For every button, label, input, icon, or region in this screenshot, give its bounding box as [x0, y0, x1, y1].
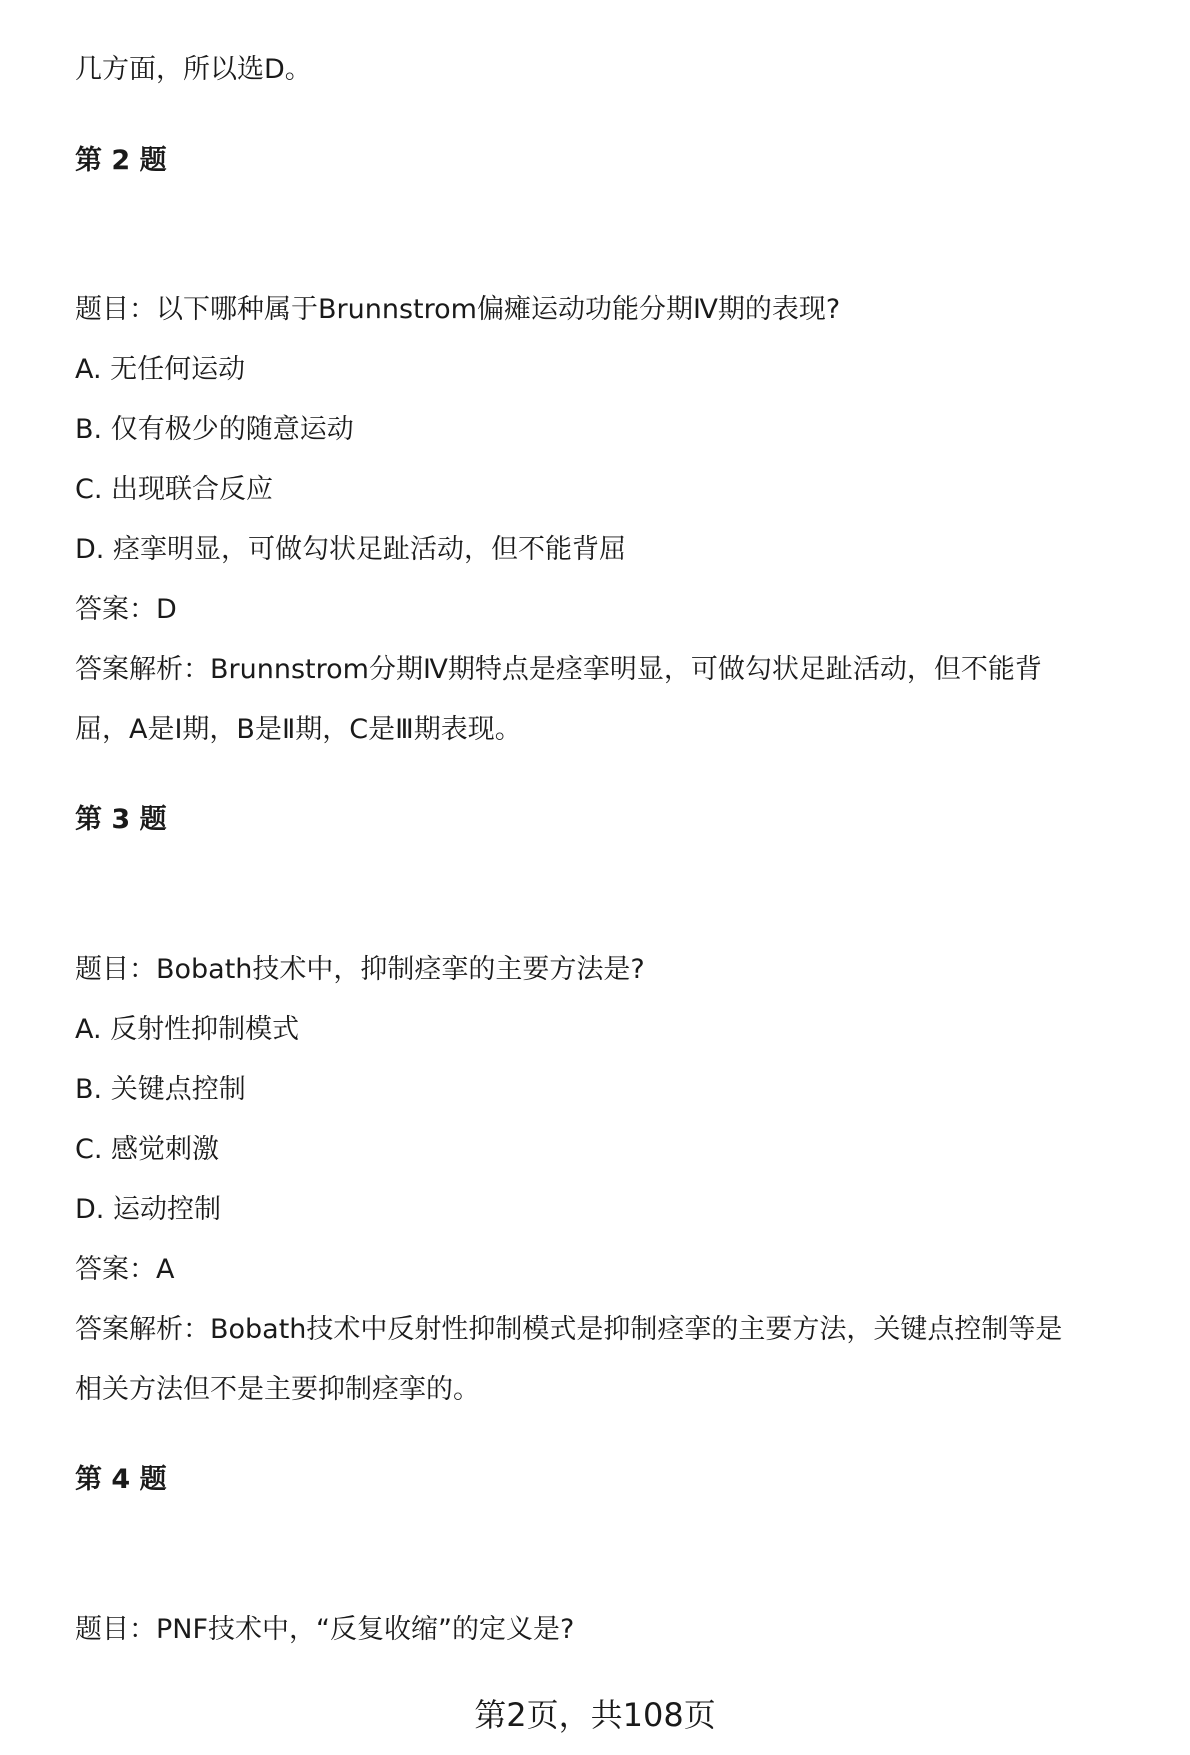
question-heading: 第 4 题 [75, 1464, 167, 1495]
option-a: A. 无任何运动 [75, 354, 246, 385]
question-text: 题目：PNF技术中，“反复收缩”的定义是? [75, 1614, 575, 1645]
option-b: B. 关键点控制 [75, 1074, 246, 1105]
question-heading: 第 2 题 [75, 145, 167, 176]
continuation-text: 几方面，所以选D。 [75, 54, 312, 85]
option-d: D. 运动控制 [75, 1194, 221, 1225]
question-text: 题目：Bobath技术中，抑制痉挛的主要方法是? [75, 954, 645, 985]
analysis-line: 答案解析：Brunnstrom分期Ⅳ期特点是痉挛明显，可做勾状足趾活动，但不能背 [75, 654, 1042, 685]
option-d: D. 痉挛明显，可做勾状足趾活动，但不能背屈 [75, 534, 626, 565]
analysis-line: 相关方法但不是主要抑制痉挛的。 [75, 1374, 480, 1405]
analysis-line: 答案解析：Bobath技术中反射性抑制模式是抑制痉挛的主要方法，关键点控制等是 [75, 1314, 1063, 1345]
answer: 答案：D [75, 594, 177, 625]
option-c: C. 出现联合反应 [75, 474, 274, 505]
analysis-line: 屈，A是Ⅰ期，B是Ⅱ期，C是Ⅲ期表现。 [75, 714, 522, 745]
option-b: B. 仅有极少的随意运动 [75, 414, 354, 445]
question-text: 题目：以下哪种属于Brunnstrom偏瘫运动功能分期Ⅳ期的表现? [75, 294, 841, 325]
answer: 答案：A [75, 1254, 175, 1285]
question-heading: 第 3 题 [75, 804, 167, 835]
option-a: A. 反射性抑制模式 [75, 1014, 300, 1045]
option-c: C. 感觉刺激 [75, 1134, 220, 1165]
page-footer: 第2页，共108页 [474, 1696, 716, 1734]
